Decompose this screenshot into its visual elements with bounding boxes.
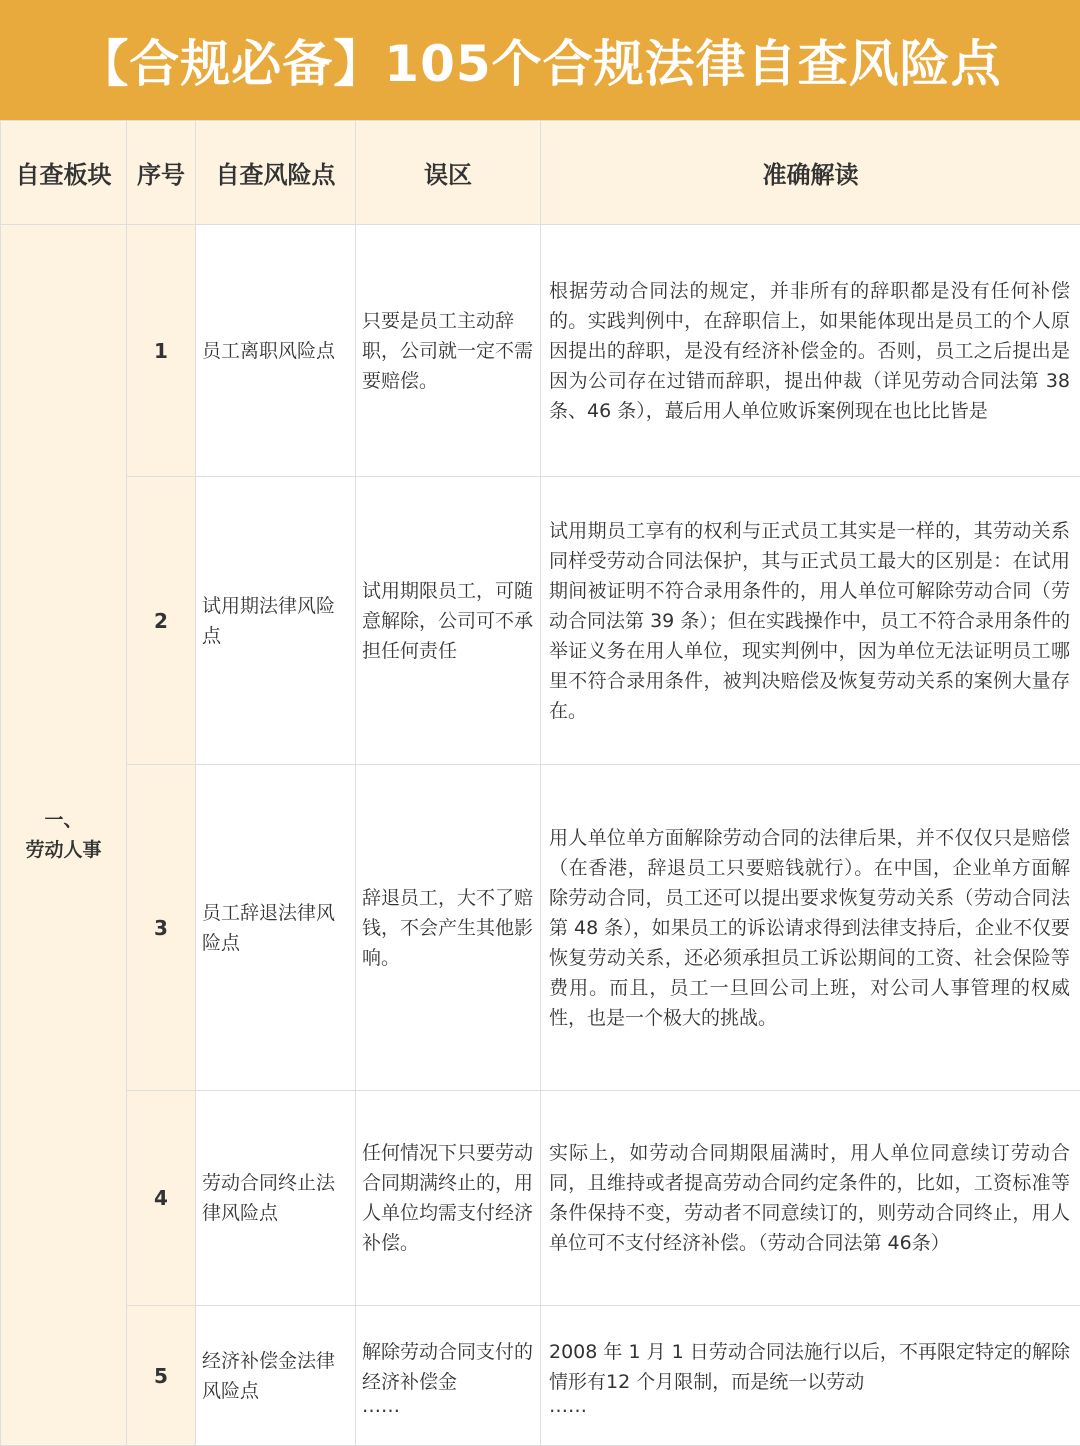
page-title: 【合规必备】105个合规法律自查风险点 — [78, 24, 1001, 96]
title-banner — [0, 0, 1080, 120]
myth: 只要是员工主动辞职，公司就一定不需要赔偿。 — [356, 225, 541, 477]
interpretation: 2008 年 1 月 1 日劳动合同法施行以后，不再限定特定的解除情形有12 个月限制，而是统一以劳动 — [549, 1341, 1070, 1393]
row-number: 1 — [127, 225, 196, 477]
interpretation-cell — [541, 1306, 1080, 1446]
table-row — [1, 225, 1080, 477]
header-risk: 自查风险点 — [196, 121, 356, 225]
interpretation: 试用期员工享有的权利与正式员工其实是一样的，其劳动关系同样受劳动合同法保护，其与正式员工最大的区别是：在试用期间被证明不符合录用条件的，用人单位可解除劳动合同（劳动合同法第 39 条）；但在实践操作中，员工不符合录用条件的举证义务在用人单位，现实判例中，因为单位无法证明员工哪里不符合录用条件，被判决赔偿及恢复劳动关系的案例大量存在。 — [541, 477, 1080, 765]
row-number: 2 — [127, 477, 196, 765]
risk-table — [0, 120, 1080, 1446]
myth: 试用期限员工，可随意解除，公司可不承担任何责任 — [356, 477, 541, 765]
risk-point: 劳动合同终止法律风险点 — [196, 1091, 356, 1306]
section-cell — [1, 225, 127, 1446]
interpretation: 实际上，如劳动合同期限届满时，用人单位同意续订劳动合同，且维持或者提高劳动合同约定条件的，比如，工资标准等条件保持不变，劳动者不同意续订的，则劳动合同终止，用人单位可不支付经济补偿。（劳动合同法第 46条） — [541, 1091, 1080, 1306]
table-row — [1, 1306, 1080, 1446]
row-number: 3 — [127, 765, 196, 1091]
myth: 任何情况下只要劳动合同期满终止的，用人单位均需支付经济补偿。 — [356, 1091, 541, 1306]
section-label: 一、 劳动人事 — [7, 805, 120, 865]
risk-point: 员工离职风险点 — [196, 225, 356, 477]
interpretation: 用人单位单方面解除劳动合同的法律后果，并不仅仅只是赔偿（在香港，辞退员工只要赔钱就行）。在中国，企业单方面解除劳动合同，员工还可以提出要求恢复劳动关系（劳动合同法第 48 条），如果员工的诉讼请求得到法律支持后，企业不仅要恢复劳动关系，还必须承担员工诉讼期间的工资、社会保险等费用。而且，员工一旦回公司上班，对公司人事管理的权威性，也是一个极大的挑战。 — [541, 765, 1080, 1091]
table-row — [1, 477, 1080, 765]
table-row — [1, 765, 1080, 1091]
interpretation-ellipsis: …… — [549, 1397, 1070, 1415]
myth-cell — [356, 1306, 541, 1446]
interpretation: 根据劳动合同法的规定，并非所有的辞职都是没有任何补偿的。实践判例中，在辞职信上，如果能体现出是员工的个人原因提出的辞职，是没有经济补偿金的。否则，员工之后提出是因为公司存在过错而辞职，提出仲裁（详见劳动合同法第 38 条、46 条），蕞后用人单位败诉案例现在也比比皆是 — [541, 225, 1080, 477]
header-section: 自查板块 — [1, 121, 127, 225]
row-number: 5 — [127, 1306, 196, 1446]
risk-point: 试用期法律风险点 — [196, 477, 356, 765]
myth: 辞退员工，大不了赔钱，不会产生其他影响。 — [356, 765, 541, 1091]
myth: 解除劳动合同支付的经济补偿金 — [362, 1341, 533, 1393]
header-number: 序号 — [127, 121, 196, 225]
risk-point: 员工辞退法律风险点 — [196, 765, 356, 1091]
header-myth: 误区 — [356, 121, 541, 225]
myth-ellipsis: …… — [362, 1397, 534, 1415]
risk-point: 经济补偿金法律风险点 — [196, 1306, 356, 1446]
table-row — [1, 1091, 1080, 1306]
table-header-row — [1, 121, 1080, 225]
header-interpretation: 准确解读 — [541, 121, 1080, 225]
row-number: 4 — [127, 1091, 196, 1306]
